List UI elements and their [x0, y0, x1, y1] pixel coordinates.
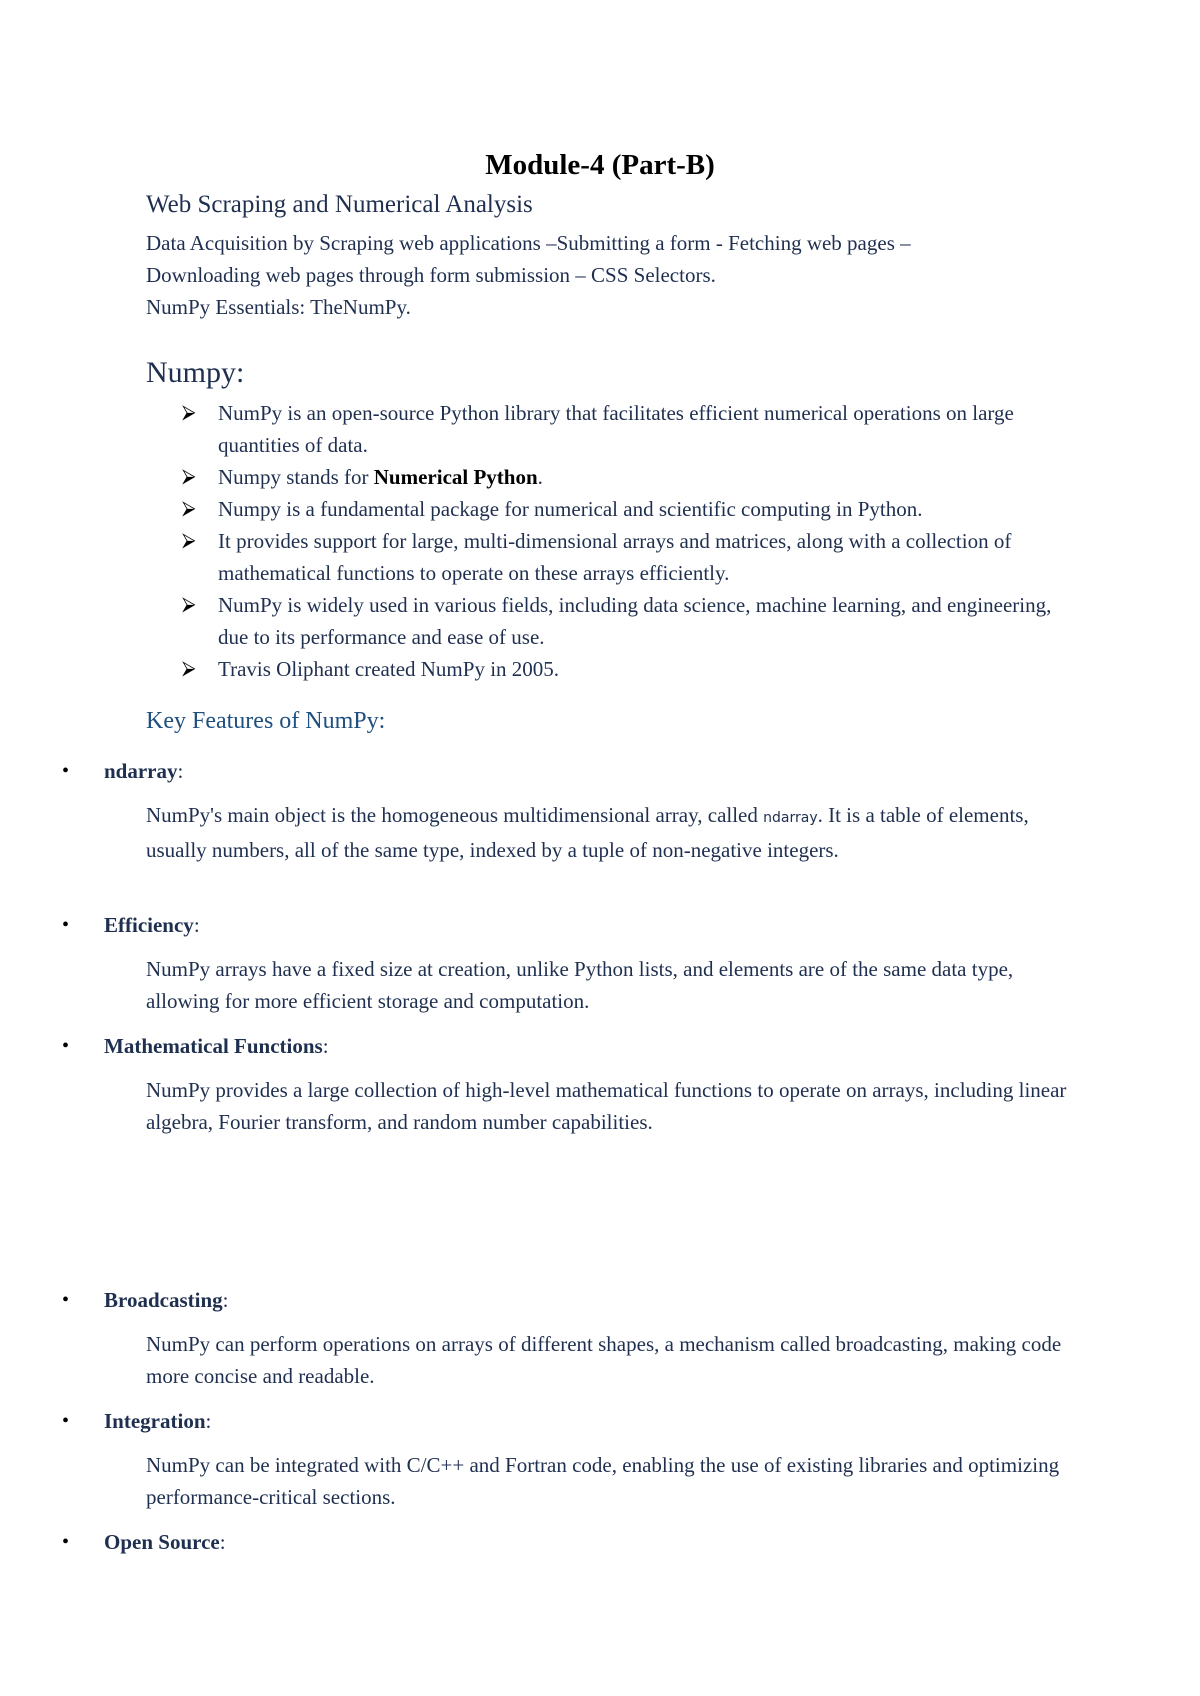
bullet-dot-icon: •: [62, 914, 70, 936]
list-item: [182, 397, 1082, 461]
bullet-dot-icon: •: [62, 1410, 70, 1432]
list-item-text: Numpy is a fundamental package for numerical and scientific computing in Python.: [218, 497, 923, 521]
arrow-bullet-icon: ⮚: [182, 594, 196, 615]
feature-colon: :: [193, 913, 200, 937]
syllabus-text: [146, 227, 1086, 323]
feature-description: NumPy can be integrated with C/C++ and Fortran code, enabling the use of existing libraries and optimizing performance-critical sections.: [146, 1453, 1060, 1509]
arrow-bullet-icon: ⮚: [182, 466, 196, 487]
numpy-heading: Numpy:: [146, 356, 245, 389]
bullet-dot-icon: •: [62, 1289, 70, 1311]
list-item-text: NumPy is widely used in various fields, including data science, machine learning, and engineering, due to its performance and ease of use.: [218, 593, 1052, 649]
list-item: [182, 653, 1082, 685]
key-features-heading: Key Features of NumPy:: [146, 708, 386, 734]
arrow-bullet-icon: ⮚: [182, 498, 196, 519]
list-item-text-end: .: [537, 465, 543, 489]
syllabus-line: Downloading web pages through form submission – CSS Selectors.: [146, 263, 716, 287]
arrow-bullet-icon: ⮚: [182, 658, 196, 679]
feature-broadcasting: [62, 1284, 1062, 1392]
list-item-text: NumPy is an open-source Python library that facilitates efficient numerical operations on large quantities of data.: [218, 401, 1014, 457]
feature-open-source: [62, 1526, 1062, 1558]
feature-description: NumPy provides a large collection of high-level mathematical functions to operate on arrays, including linear algebra, Fourier transform, and random number capabilities.: [146, 1078, 1067, 1134]
feature-mathematical-functions: [62, 1030, 1067, 1138]
desc-text: . It is a table of elements, usually numbers, all of the same type, indexed by a tuple of non-negative integers.: [146, 803, 1029, 862]
feature-integration: [62, 1405, 1062, 1513]
feature-description: NumPy arrays have a fixed size at creation, unlike Python lists, and elements are of the same data type, allowing for more efficient storage and computation.: [146, 957, 1014, 1013]
bullet-dot-icon: •: [62, 760, 70, 782]
bullet-dot-icon: •: [62, 1035, 70, 1057]
feature-name: Mathematical Functions: [104, 1034, 323, 1058]
feature-name: Open Source: [104, 1530, 220, 1554]
list-item: [182, 525, 1082, 589]
feature-colon: :: [219, 1530, 226, 1554]
list-item: [182, 493, 1082, 525]
syllabus-line: Data Acquisition by Scraping web applications –Submitting a form - Fetching web pages –: [146, 231, 911, 255]
feature-efficiency: [62, 909, 1062, 1017]
feature-name: Efficiency: [104, 913, 194, 937]
inline-code: ndarray: [763, 810, 818, 826]
numpy-points-list: [182, 397, 1082, 685]
list-item-text: Numpy stands for: [218, 465, 374, 489]
list-item: [182, 589, 1082, 653]
feature-name: ndarray: [104, 759, 178, 783]
feature-colon: :: [205, 1409, 212, 1433]
desc-text: NumPy's main object is the homogeneous multidimensional array, called: [146, 803, 764, 827]
feature-colon: :: [177, 759, 184, 783]
list-item: [182, 461, 1082, 493]
feature-description: NumPy can perform operations on arrays of different shapes, a mechanism called broadcasting, making code more concise and readable.: [146, 1332, 1062, 1388]
arrow-bullet-icon: ⮚: [182, 402, 196, 423]
list-item-text: It provides support for large, multi-dimensional arrays and matrices, along with a collection of mathematical functions to operate on these arrays efficiently.: [218, 529, 1012, 585]
feature-name: Broadcasting: [104, 1288, 223, 1312]
module-subtitle: Web Scraping and Numerical Analysis: [146, 191, 533, 218]
page-title: Module-4 (Part-B): [485, 149, 715, 181]
feature-name: Integration: [104, 1409, 206, 1433]
feature-description: [146, 799, 1076, 866]
feature-colon: :: [322, 1034, 329, 1058]
feature-ndarray: [62, 755, 1062, 866]
feature-colon: :: [222, 1288, 229, 1312]
syllabus-line: NumPy Essentials: TheNumPy.: [146, 295, 411, 319]
bullet-dot-icon: •: [62, 1531, 70, 1553]
list-item-text: Travis Oliphant created NumPy in 2005.: [218, 657, 560, 681]
bold-term: Numerical Python: [373, 465, 538, 489]
arrow-bullet-icon: ⮚: [182, 530, 196, 551]
